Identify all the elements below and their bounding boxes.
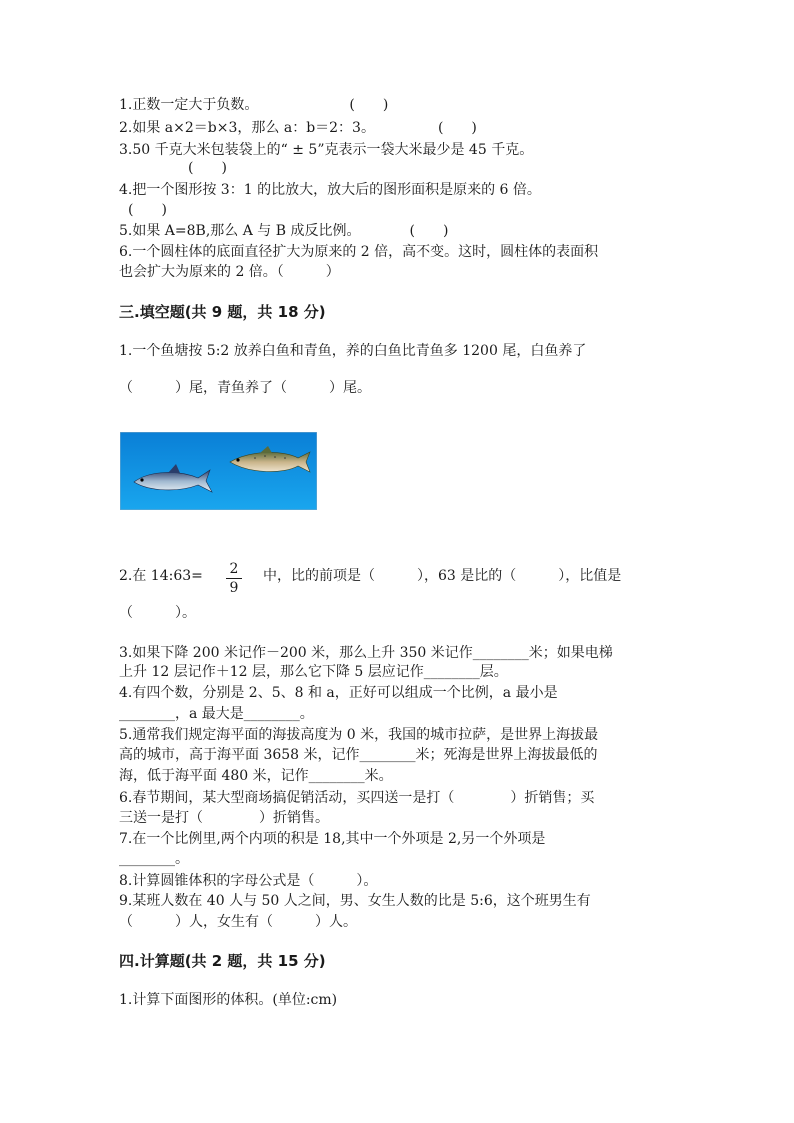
fill-q7: 7.在一个比例里,两个内项的积是 18,其中一个外项是 2,另一个外项是 [119,831,546,847]
fill-q1: 1.一个鱼塘按 5:2 放养白鱼和青鱼，养的白鱼比青鱼多 1200 尾，白鱼养了 [119,343,587,359]
judge-q5: 5.如果 A=8B,那么 A 与 B 成反比例。 ( ) [119,223,449,239]
judge-q4-answer: ( ) [128,202,167,218]
judge-q4: 4.把一个图形按 3：1 的比放大，放大后的图形面积是原来的 6 倍。 [119,182,541,198]
fill-q2-suffix: 中，比的前项是（ ），63 是比的（ ），比值是 [263,568,622,584]
fill-q4-cont: ________，a 最大是________。 [119,706,314,722]
fill-q6: 6.春节期间，某大型商场搞促销活动，买四送一是打（ ）折销售；买 [119,790,595,806]
judge-q3-answer: ( ) [188,160,227,176]
fill-q9: 9.某班人数在 40 人与 50 人之间，男、女生人数的比是 5:6，这个班男生有 [119,893,591,909]
judge-q2: 2.如果 a×2＝b×3，那么 a：b＝2：3。 ( ) [119,120,477,136]
fill-q2-prefix: 2.在 14:63= [119,568,203,584]
fill-q7-cont: ________。 [119,851,189,867]
fraction-denominator: 9 [229,580,239,596]
fill-q6-cont: 三送一是打（ ）折销售。 [119,810,329,826]
fill-q5-cont2: 海，低于海平面 480 米，记作________米。 [119,768,393,784]
fish-illustration [120,432,317,510]
fraction-numerator: 2 [229,561,239,577]
fill-q2-cont: （ ）。 [119,605,196,621]
fill-q5-cont1: 高的城市，高于海平面 3658 米，记作________米；死海是世界上海拔最低的 [119,747,598,763]
judge-q6-cont: 也会扩大为原来的 2 倍。（ ） [119,264,340,280]
fill-q3-cont: 上升 12 层记作＋12 层，那么它下降 5 层应记作________层。 [119,664,508,680]
section4-title: 四.计算题(共 2 题，共 15 分) [119,952,326,970]
section3-title: 三.填空题(共 9 题，共 18 分) [119,303,326,321]
fill-q5: 5.通常我们规定海平面的海拔高度为 0 米，我国的城市拉萨，是世界上海拔最 [119,727,599,743]
fill-q3: 3.如果下降 200 米记作－200 米，那么上升 350 米记作________米；如果电梯 [119,645,613,661]
fill-q9-cont: （ ）人，女生有（ ）人。 [119,914,357,930]
judge-q6: 6.一个圆柱体的底面直径扩大为原来的 2 倍，高不变。这时，圆柱体的表面积 [119,244,599,260]
fill-q1-cont: （ ）尾，青鱼养了（ ）尾。 [119,380,371,396]
fraction-2-9 [226,561,242,596]
judge-q1: 1.正数一定大于负数。 ( ) [119,97,389,113]
fill-q8: 8.计算圆锥体积的字母公式是（ ）。 [119,873,378,889]
calc-q1: 1.计算下面图形的体积。(单位:cm) [119,992,338,1008]
judge-q3: 3.50 千克大米包装袋上的“ ± 5”克表示一袋大米最少是 45 千克。 [119,142,534,158]
fill-q4: 4.有四个数，分别是 2、5、8 和 a，正好可以组成一个比例，a 最小是 [119,685,558,701]
